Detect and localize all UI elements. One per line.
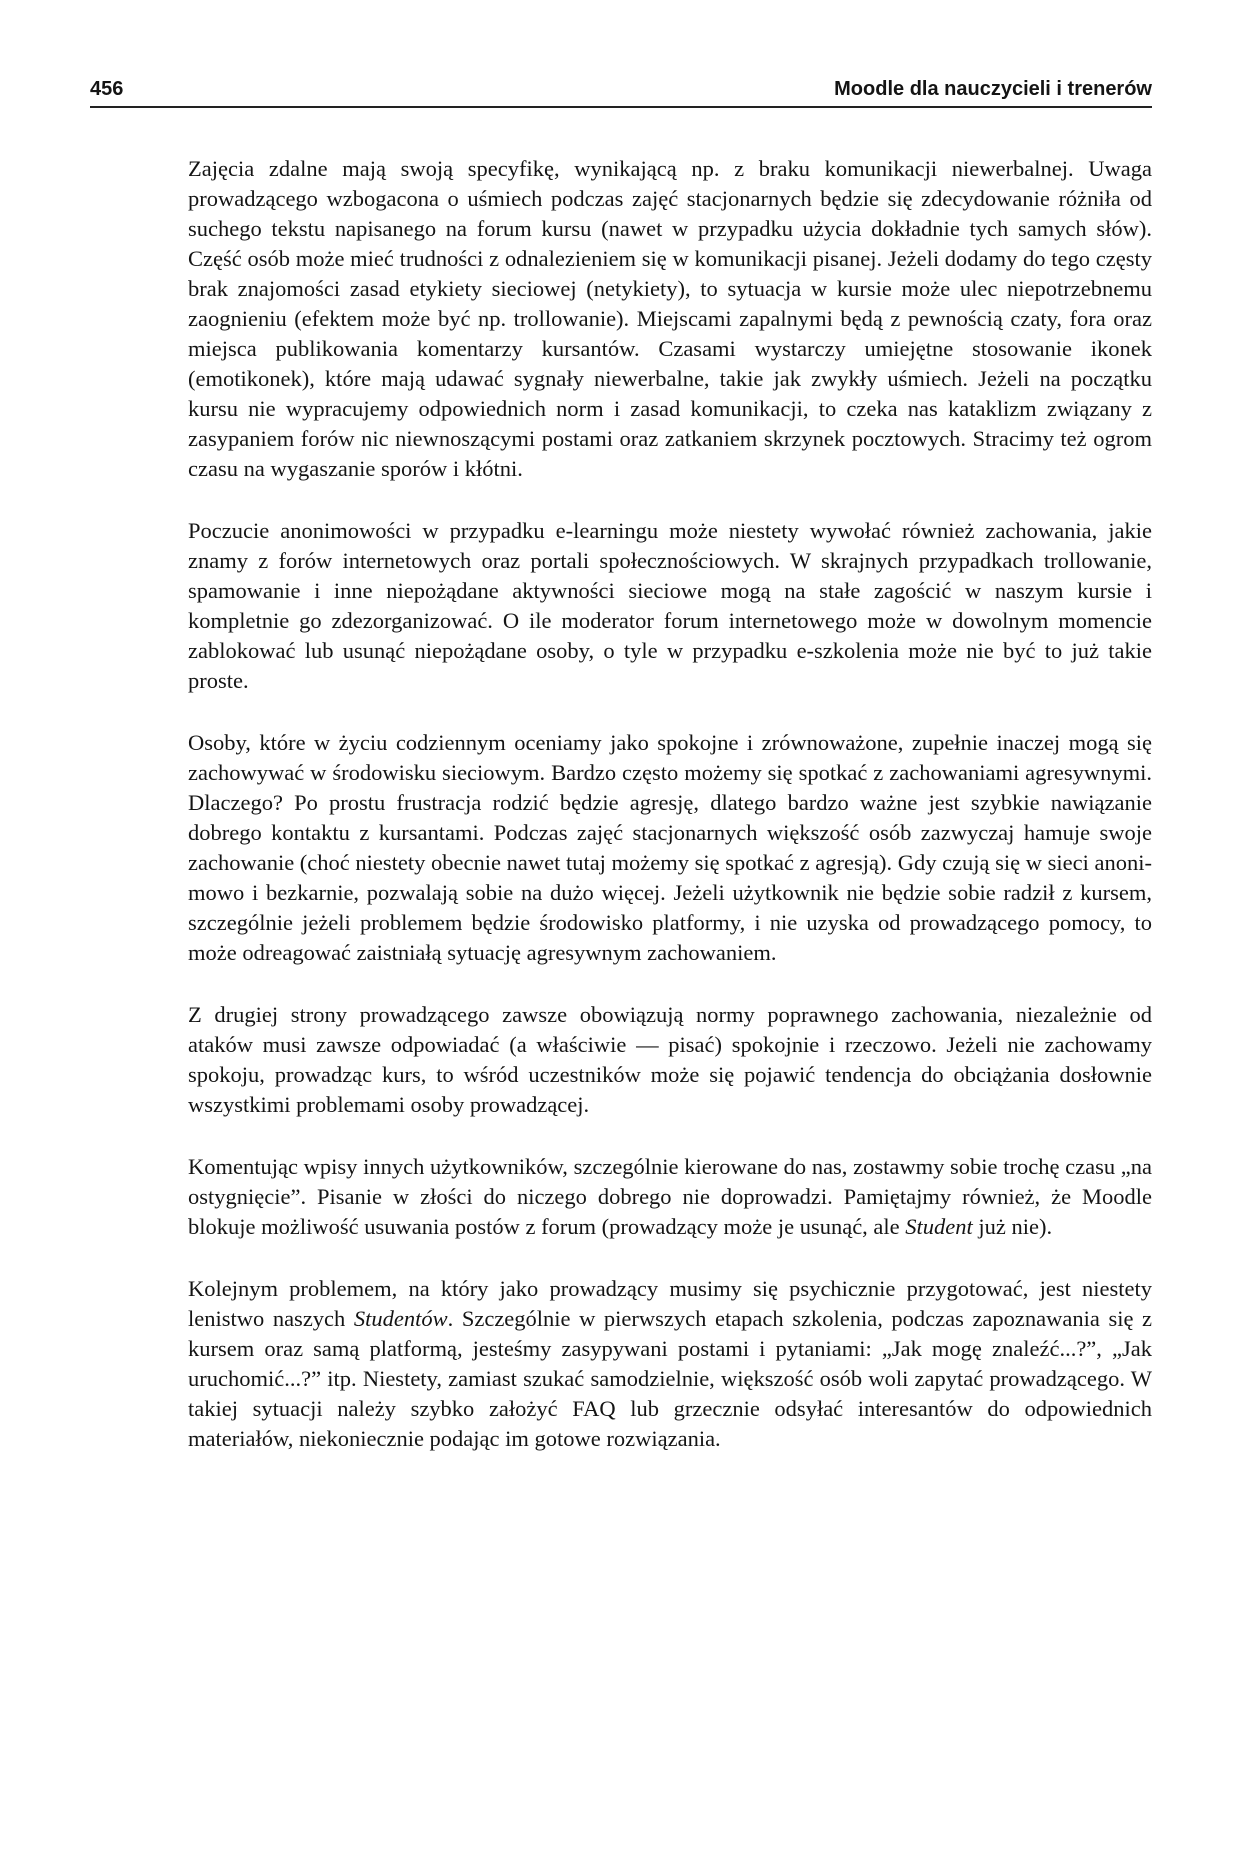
paragraph bbox=[188, 1152, 1152, 1242]
paragraph-text: . Szczególnie w pierwszych etapach szkolenia, podczas zapoznawania się z kursem oraz samą platformą, jesteśmy zasypywani postami i pytaniami: „Jak mogę znaleźć...?”, „Jak uruchomić...?” itp. Niestety, zamiast szukać samodzielnie, większość osób woli zapytać prowadzącego. W takiej sytuacji należy szybko założyć FAQ lub grzecznie odsyłać interesantów do odpowiednich materiałów, niekoniecznie podając im gotowe rozwiązania. bbox=[188, 1306, 1153, 1451]
paragraph: Poczucie anonimowości w przypadku e-learningu może niestety wywołać również zachowania, jakie znamy z forów internetowych oraz portali społecznościowych. W skrajnych przypadkach trollowanie, spamowanie i inne niepożądane aktywności sieciowe mogą na stałe zagościć w naszym kursie i kompletnie go zdezorganizować. O ile moderator forum internetowego może w dowolnym momencie zablokować lub usunąć niepożądane osoby, o tyle w przypadku e-szkolenia może nie być to już takie proste. bbox=[188, 518, 1152, 693]
paragraph: Zajęcia zdalne mają swoją specyfikę, wynikającą np. z braku komunikacji niewerbalnej. Uwaga prowadzącego wzbogacona o uśmiech podczas zajęć stacjonarnych będzie się zdecydowanie różniła od suchego tekstu napisanego na forum kursu (nawet w przypadku użycia dokładnie tych samych słów). Część osób może mieć trudności z odnalezieniem się w komunikacji pisanej. Jeżeli dodamy do tego częsty brak znajomości zasad etykiety sieciowej (netykiety), to sytuacja w kursie może ulec niepotrzebnemu zaognieniu (efektem może być np. trollowanie). Miejscami zapalnymi będą z pewnością czaty, fora oraz miejsca publikowania komentarzy kursantów. Czasami wystarczy umiejętne stosowanie ikonek (emotikonek), które mają udawać sygnały niewerbalne, takie jak zwykły uśmiech. Jeżeli na początku kursu nie wypracujemy odpowiednich norm i zasad komunikacji, to czeka nas kataklizm związany z zasypaniem forów nic niewnoszącymi postami oraz zatkaniem skrzynek pocztowych. Stracimy też ogrom czasu na wygaszanie sporów i kłótni. bbox=[188, 156, 1152, 481]
emphasis-text: Studentów bbox=[353, 1306, 448, 1331]
paragraph: Osoby, które w życiu codziennym oceniamy jako spokojne i zrównoważone, zupełnie inaczej mogą się zachowywać w środowisku sieciowym. Bardzo często możemy się spotkać z zachowaniami agresywnymi. Dlaczego? Po prostu frustracja rodzić będzie agresję, dlatego bardzo ważne jest szybkie nawiązanie dobrego kontaktu z kursantami. Podczas zajęć stacjonarnych większość osób zazwyczaj hamuje swoje zachowanie (choć niestety obecnie nawet tutaj możemy się spotkać z agresją). Gdy czują się w sieci anonimowo i bezkarnie, pozwalają sobie na dużo więcej. Jeżeli użytkownik nie będzie sobie radził z kursem, szczególnie jeżeli problemem będzie środowisko platformy, i nie uzyska od prowadzącego pomocy, to może odreagować zaistniałą sytuację agresywnym zachowaniem. bbox=[188, 730, 1152, 965]
running-header bbox=[90, 74, 1152, 104]
paragraph-text: już nie). bbox=[972, 1214, 1053, 1239]
body-text bbox=[188, 154, 1152, 1454]
paragraph-text: Kolejnym problemem, na który jako prowadzący musimy się psychicznie przygotować, jest niestety lenistwo naszych bbox=[188, 1276, 1152, 1331]
emphasis-text: Student bbox=[905, 1214, 973, 1239]
page-number: 456 bbox=[90, 78, 124, 100]
header-rule bbox=[90, 106, 1152, 108]
paragraph: Z drugiej strony prowadzącego zawsze obowiązują normy poprawnego zachowania, niezależnie od ataków musi zawsze odpowiadać (a właściwie — pisać) spokojnie i rzeczowo. Jeżeli nie zachowamy spokoju, prowadząc kurs, to wśród uczestników może się pojawić tendencja do obciążania dosłownie wszystkimi problemami osoby prowadzącej. bbox=[188, 1002, 1152, 1117]
paragraph bbox=[188, 1274, 1152, 1454]
paragraph-text: Komentując wpisy innych użytkowników, szczególnie kierowane do nas, zostawmy sobie trochę czasu „na ostygnięcie”. Pisanie w złości do niczego dobrego nie doprowadzi. Pamiętajmy również, że Moodle blokuje możliwość usuwania postów z forum (prowadzący może je usunąć, ale bbox=[188, 1154, 1152, 1239]
book-title: Moodle dla nauczycieli i trenerów bbox=[834, 78, 1152, 100]
